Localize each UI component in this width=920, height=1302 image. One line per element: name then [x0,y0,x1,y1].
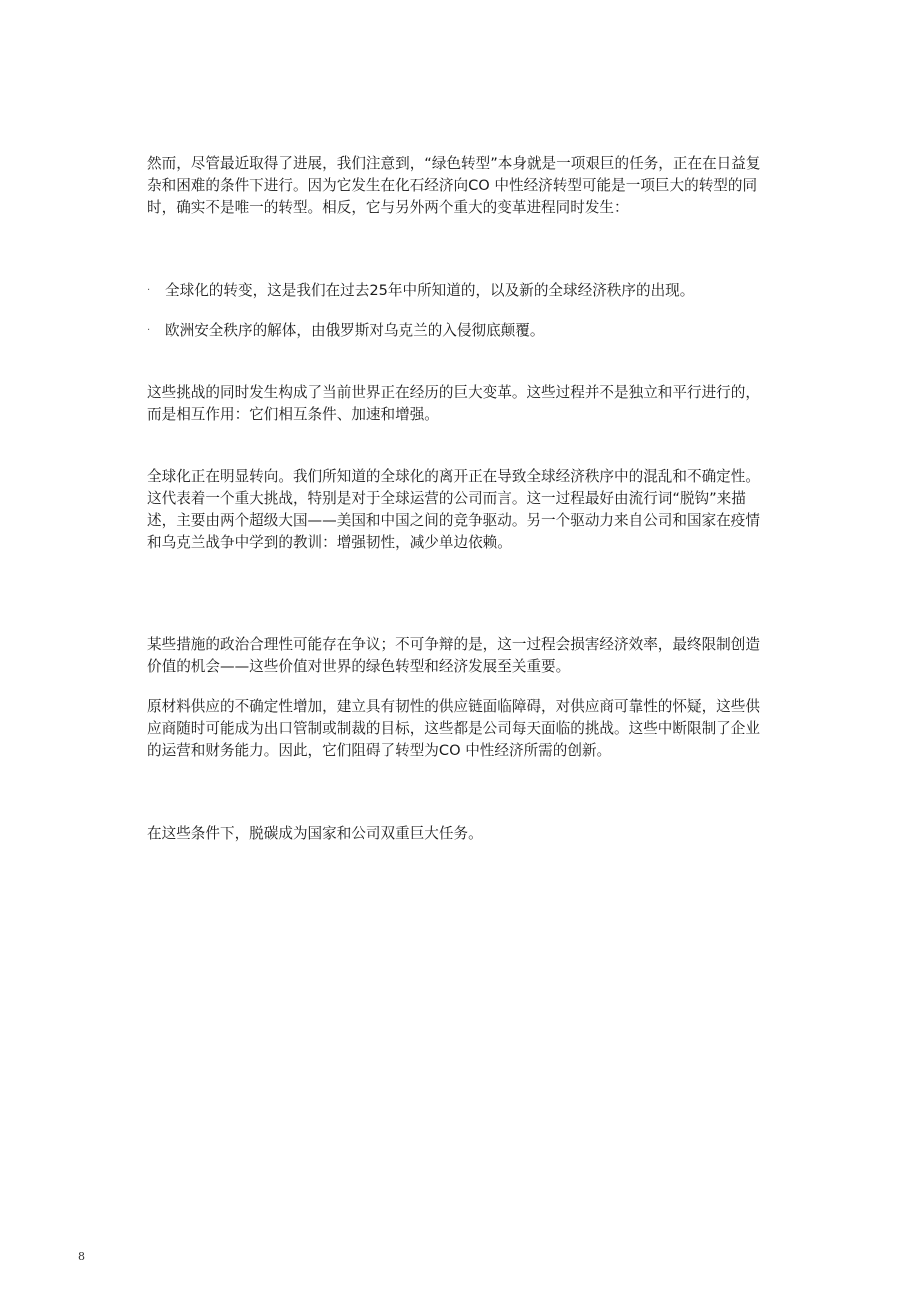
paragraph-political-rationale: 某些措施的政治合理性可能存在争议；不可争辩的是，这一过程会损害经济效率，最终限制创造价值的机会——这些价值对世界的绿色转型和经济发展至关重要。 [147,636,760,675]
paragraph-decarbonization-task: 在这些条件下，脱碳成为国家和公司双重巨大任务。 [147,825,483,842]
bullet-text: 全球化的转变，这是我们在过去25年中所知道的，以及新的全球经济秩序的出现。 [165,282,695,299]
paragraph-supply-uncertainty: 原材料供应的不确定性增加，建立具有韧性的供应链面临障碍，对供应商可靠性的怀疑，这些供应商随时可能成为出口管制或制裁的目标，这些都是公司每天面临的挑战。这些中断限制了企业的运营和财务能力。因此，它们阻碍了转型为CO 中性经济所需的创新。 [147,698,760,759]
page-number: 8 [78,1250,85,1263]
bullet-marker: · [147,285,151,296]
bullet-marker: · [147,325,151,336]
bullet-text: 欧洲安全秩序的解体，由俄罗斯对乌克兰的入侵彻底颠覆。 [165,322,545,339]
paragraph-globalization-shift: 全球化正在明显转向。我们所知道的全球化的离开正在导致全球经济秩序中的混乱和不确定性。这代表着一个重大挑战，特别是对于全球运营的公司而言。这一过程最好由流行词“脱钩”来描述，主要由两个超级大国——美国和中国之间的竞争驱动。另一个驱动力来自公司和国家在疫情和乌克兰战争中学到的教训：增强韧性，减少单边依赖。 [147,468,760,551]
paragraph-simultaneous-challenges: 这些挑战的同时发生构成了当前世界正在经历的巨大变革。这些过程并不是独立和平行进行的，而是相互作用：它们相互条件、加速和增强。 [147,384,760,423]
paragraph-green-transition: 然而，尽管最近取得了进展，我们注意到，“绿色转型”本身就是一项艰巨的任务，正在在日益复杂和困难的条件下进行。因为它发生在化石经济向CO 中性经济转型可能是一项巨大的转型的同时，确实不是唯一的转型。相反，它与另外两个重大的变革进程同时发生： [147,155,761,216]
